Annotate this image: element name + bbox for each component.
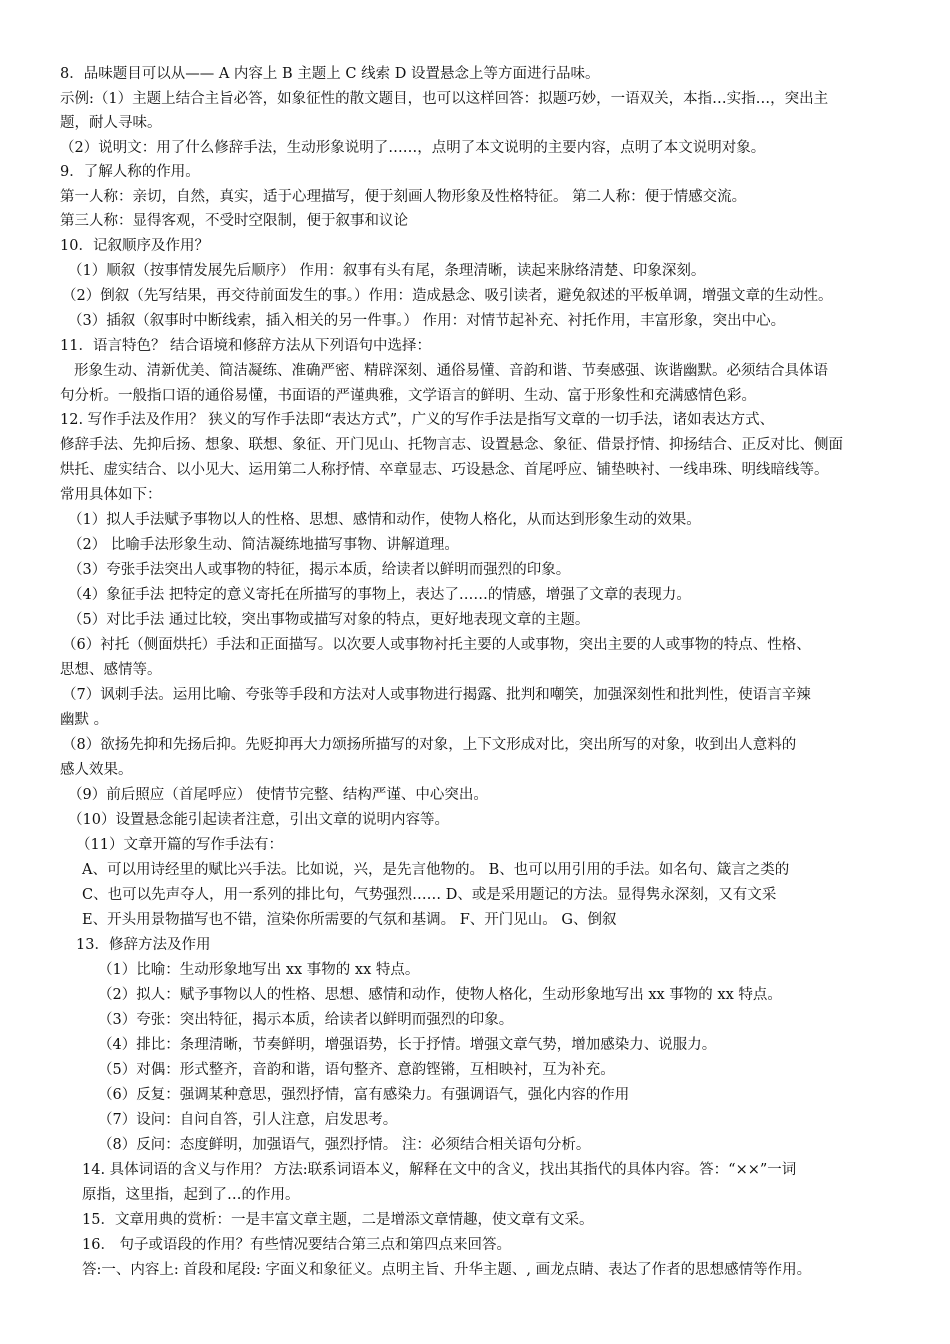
line-25: 思想、感情等。 — [60, 662, 162, 678]
line-8: 10．记叙顺序及作用？ — [60, 238, 209, 254]
line-12: 11．语言特色？ 结合语境和修辞方法从下列语句中选择： — [60, 338, 432, 354]
line-9: （1）顺叙（按事情发展先后顺序） 作用：叙事有头有尾，条理清晰，读起来脉络清楚、印象深刻。 — [68, 263, 706, 279]
line-20: （2） 比喻手法形象生动、简洁凝练地描写事物、讲解道理。 — [68, 537, 459, 553]
line-38: （2）拟人：赋予事物以人的性格、思想、感情和动作，使物人格化，生动形象地写出 xx 事物的 xx 特点。 — [98, 987, 782, 1003]
line-5: 9．了解人称的作用。 — [60, 164, 200, 180]
line-34: C、也可以先声夺人，用一系列的排比句，气势强烈…… D、或是采用题记的方法。显得隽永深刻，又有文采 — [82, 887, 777, 903]
line-42: （6）反复：强调某种意思，强烈抒情，富有感染力。有强调语气，强化内容的作用 — [98, 1087, 630, 1103]
line-4: （2）说明文：用了什么修辞手法，生动形象说明了……，点明了本文说明的主要内容，点明了本文说明对象。 — [60, 140, 766, 156]
line-40: （4）排比：条理清晰，节奏鲜明，增强语势，长于抒情。增强文章气势，增加感染力、说服力。 — [98, 1037, 717, 1053]
line-15: 12. 写作手法及作用？ 狭义的写作手法即“表达方式”，广义的写作手法是指写文章的一切手法，诸如表达方式、 — [60, 412, 775, 428]
line-7: 第三人称：显得客观，不受时空限制，便于叙事和议论 — [60, 213, 408, 229]
line-11: （3）插叙（叙事时中断线索，插入相关的另一件事。） 作用：对情节起补充、衬托作用，丰富形象，突出中心。 — [68, 313, 786, 329]
line-28: （8）欲扬先抑和先扬后抑。先贬抑再大力颂扬所描写的对象，上下文形成对比，突出所写的对象，收到出人意料的 — [62, 737, 797, 753]
line-22: （4）象征手法 把特定的意义寄托在所描写的事物上，表达了……的情感，增强了文章的表现力。 — [68, 587, 691, 603]
line-27: 幽默 。 — [60, 712, 109, 728]
line-3: 题，耐人寻味。 — [60, 115, 162, 131]
line-1: 8．品味题目可以从—— A 内容上 B 主题上 C 线索 D 设置悬念上等方面进行品味。 — [60, 66, 600, 82]
line-37: （1）比喻：生动形象地写出 xx 事物的 xx 特点。 — [98, 962, 420, 978]
line-47: 15．文章用典的赏析：一是丰富文章主题，二是增添文章情趣，使文章有文采。 — [82, 1212, 594, 1228]
line-24: （6）衬托（侧面烘托）手法和正面描写。以次要人或事物衬托主要的人或事物，突出主要的人或事物的特点、性格、 — [62, 637, 811, 653]
line-13: 形象生动、清新优美、简洁凝练、准确严密、精辟深刻、通俗易懂、音韵和谐、节奏感强、诙谐幽默。必须结合具体语 — [74, 363, 828, 379]
line-14: 句分析。一般指口语的通俗易懂，书面语的严谨典雅，文学语言的鲜明、生动、富于形象性和充满感情色彩。 — [60, 388, 756, 404]
line-48: 16． 句子或语段的作用？有些情况要结合第三点和第四点来回答。 — [82, 1237, 512, 1253]
line-46: 原指，这里指，起到了…的作用。 — [82, 1187, 300, 1203]
line-16: 修辞手法、先抑后扬、想象、联想、象征、开门见山、托物言志、设置悬念、象征、借景抒情、抑扬结合、正反对比、侧面 — [60, 437, 843, 453]
line-31: （10）设置悬念能引起读者注意，引出文章的说明内容等。 — [68, 812, 449, 828]
line-29: 感人效果。 — [60, 762, 133, 778]
line-30: （9）前后照应（首尾呼应） 使情节完整、结构严谨、中心突出。 — [68, 787, 488, 803]
line-2: 示例:（1）主题上结合主旨必答，如象征性的散文题目，也可以这样回答：拟题巧妙，一语双关，本指…实指…，突出主 — [60, 91, 829, 107]
line-41: （5）对偶：形式整齐，音韵和谐，语句整齐、意韵铿锵，互相映衬，互为补充。 — [98, 1062, 615, 1078]
line-32: （11）文章开篇的写作手法有： — [76, 837, 283, 853]
line-21: （3）夸张手法突出人或事物的特征，揭示本质，给读者以鲜明而强烈的印象。 — [68, 562, 571, 578]
line-44: （8）反问：态度鲜明，加强语气，强烈抒情。 注：必须结合相关语句分析。 — [98, 1137, 591, 1153]
line-17: 烘托、虚实结合、以小见大、运用第二人称抒情、卒章显志、巧设悬念、首尾呼应、铺垫映衬、一线串珠、明线暗线等。 — [60, 462, 829, 478]
line-45: 14. 具体词语的含义与作用？ 方法:联系词语本义，解释在文中的含义，找出其指代的具体内容。答：“××”一词 — [82, 1162, 797, 1178]
line-6: 第一人称：亲切，自然，真实，适于心理描写，便于刻画人物形象及性格特征。 第二人称：便于情感交流。 — [60, 189, 747, 205]
line-39: （3）夸张：突出特征，揭示本质，给读者以鲜明而强烈的印象。 — [98, 1012, 514, 1028]
line-33: A、可以用诗经里的赋比兴手法。比如说，兴，是先言他物的。 B、也可以用引用的手法。如名句、箴言之类的 — [82, 862, 790, 878]
line-10: （2）倒叙（先写结果，再交待前面发生的事。）作用：造成悬念、吸引读者，避免叙述的平板单调，增强文章的生动性。 — [62, 288, 833, 304]
line-19: （1）拟人手法赋予事物以人的性格、思想、感情和动作，使物人格化，从而达到形象生动的效果。 — [68, 512, 701, 528]
line-26: （7）讽刺手法。运用比喻、夸张等手段和方法对人或事物进行揭露、批判和嘲笑，加强深刻性和批判性，使语言辛辣 — [62, 687, 811, 703]
line-18: 常用具体如下： — [60, 487, 162, 503]
line-35: E、开头用景物描写也不错，渲染你所需要的气氛和基调。 F、开门见山。 G、倒叙 — [82, 912, 617, 928]
line-49: 答:一、内容上: 首段和尾段: 字面义和象征义。点明主旨、升华主题、, 画龙点睛、表达了作者的思想感情等作用。 — [82, 1262, 812, 1278]
line-43: （7）设问：自问自答，引人注意，启发思考。 — [98, 1112, 398, 1128]
line-36: 13．修辞方法及作用 — [76, 937, 211, 953]
line-23: （5）对比手法 通过比较，突出事物或描写对象的特点，更好地表现文章的主题。 — [68, 612, 590, 628]
